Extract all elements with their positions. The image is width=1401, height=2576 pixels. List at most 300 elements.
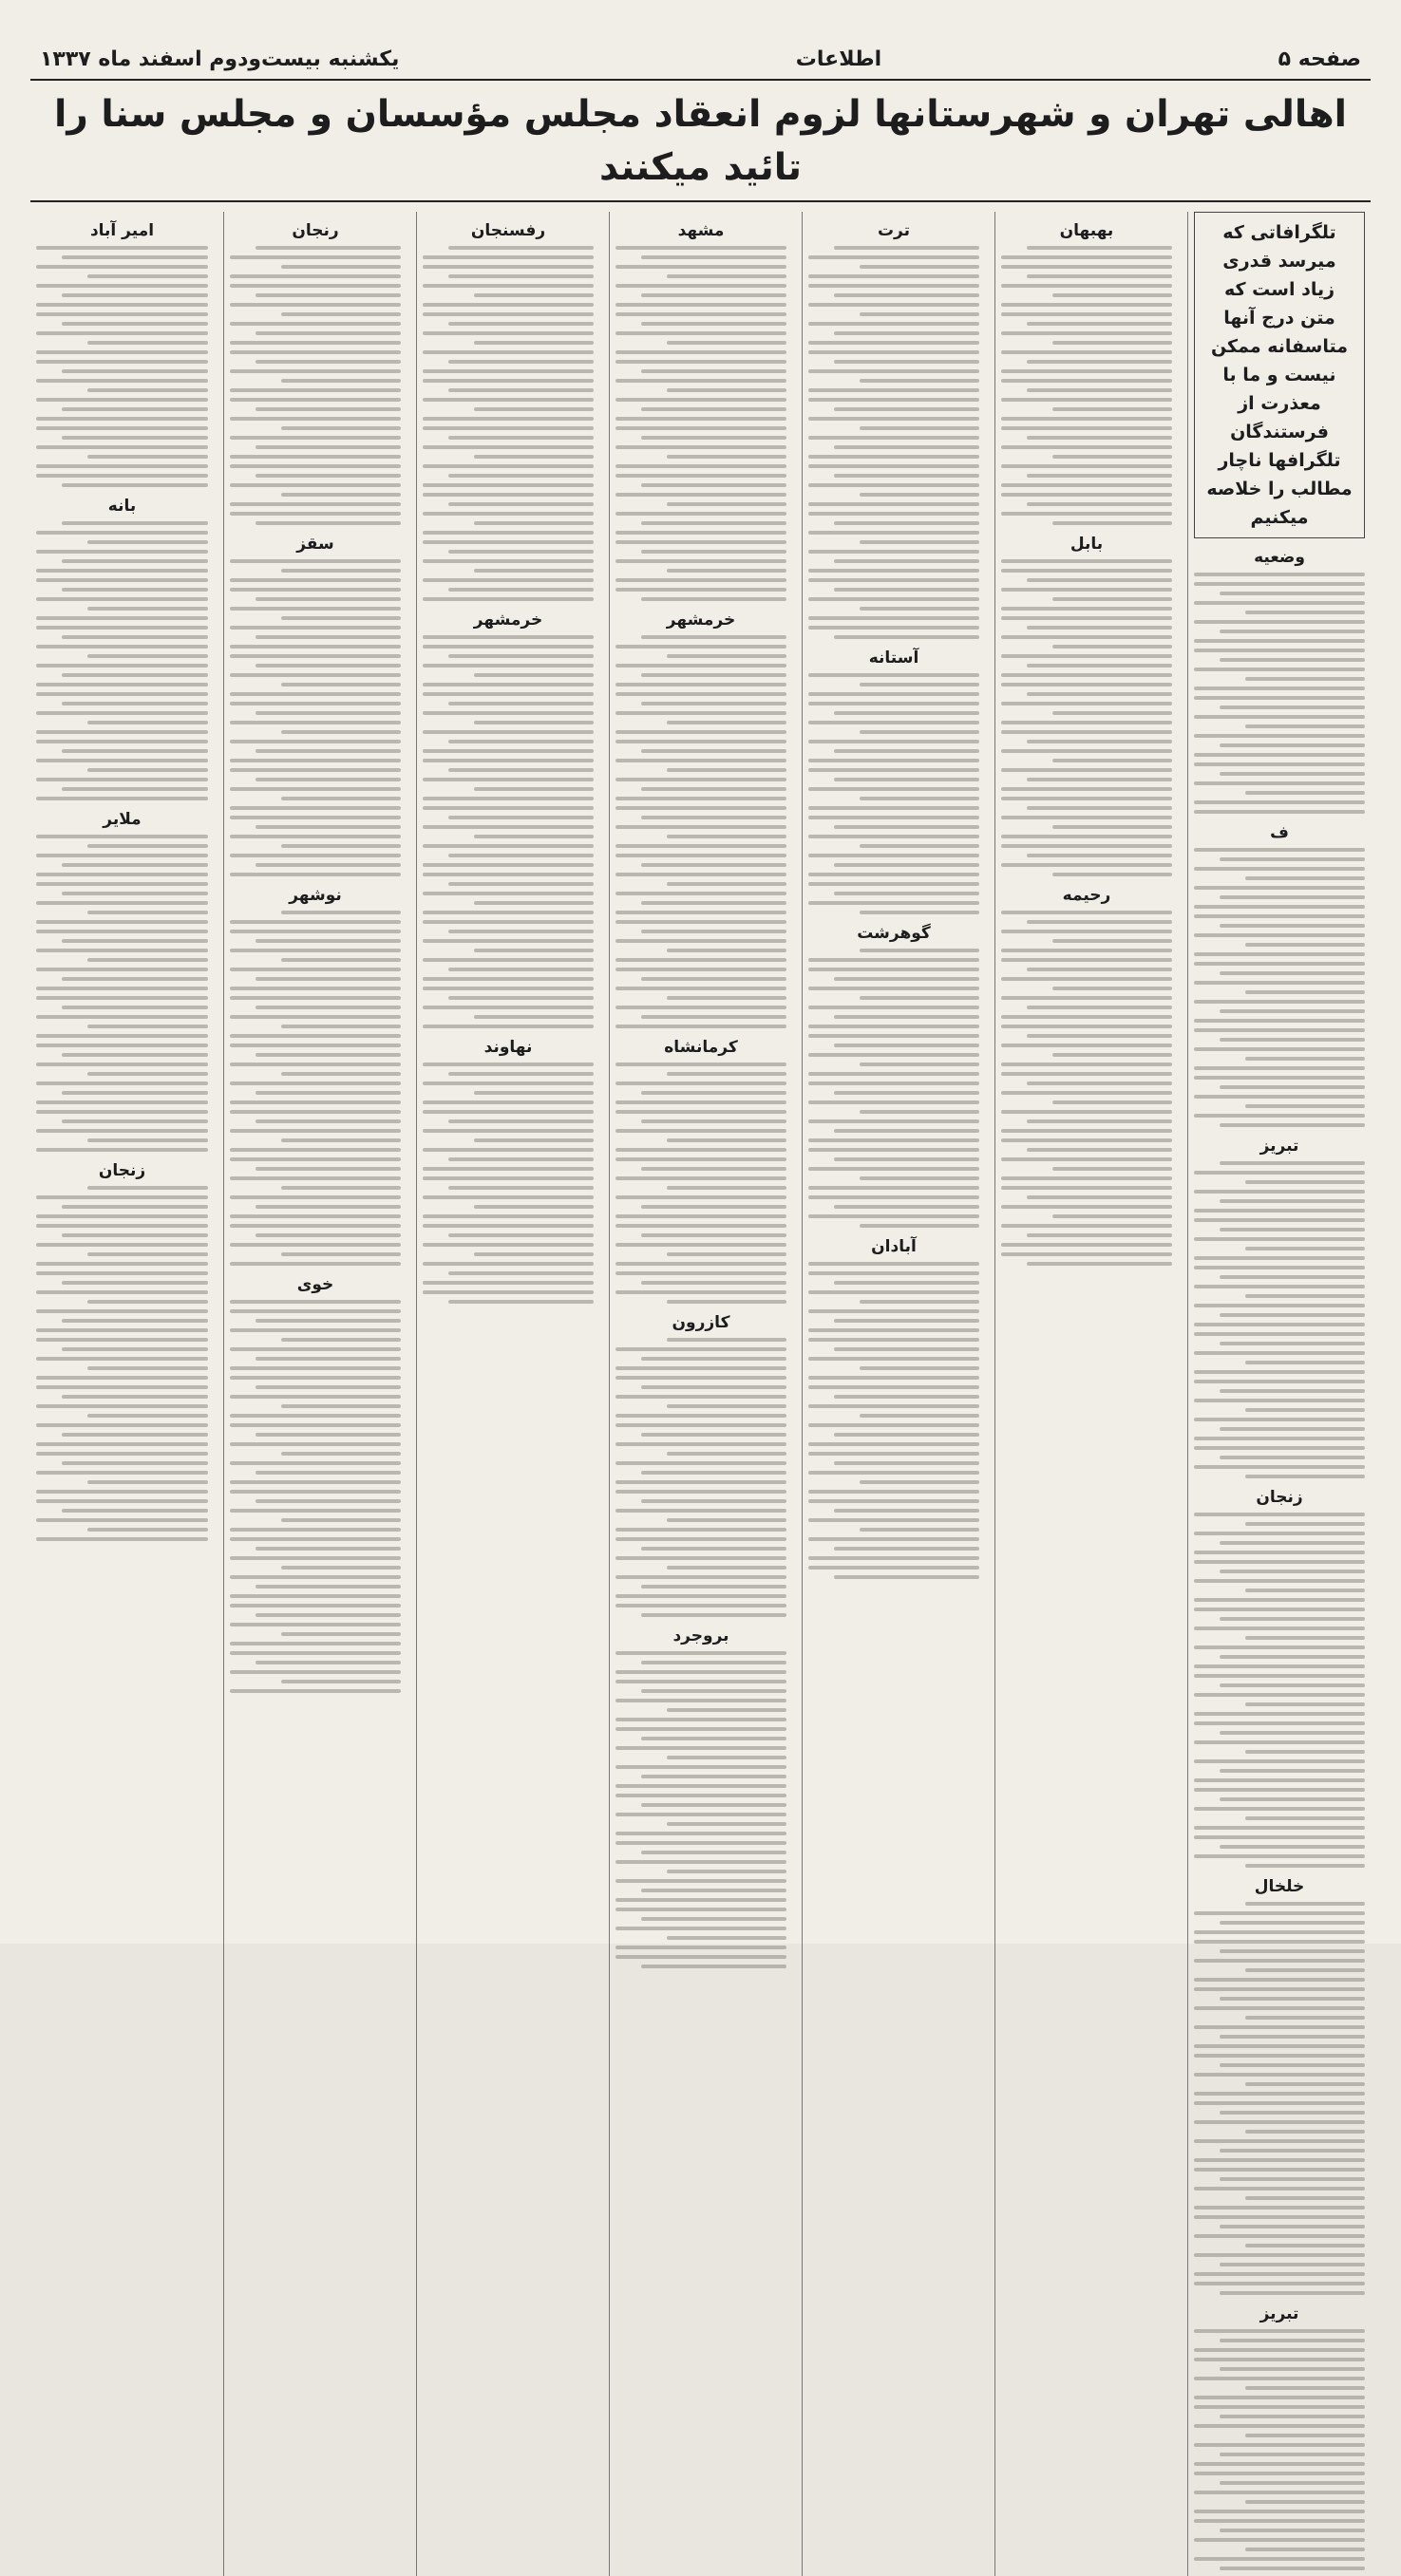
text-line-placeholder xyxy=(256,825,401,829)
text-line-placeholder xyxy=(36,692,208,696)
text-line-placeholder xyxy=(615,426,786,430)
text-line-placeholder xyxy=(1220,2111,1365,2115)
text-line-placeholder xyxy=(448,388,594,392)
text-line-placeholder xyxy=(615,797,786,800)
text-line-placeholder xyxy=(230,920,401,924)
text-line-placeholder xyxy=(448,1157,594,1161)
text-line-placeholder xyxy=(281,1632,401,1636)
text-line-placeholder xyxy=(36,683,208,686)
text-line-placeholder xyxy=(36,1100,208,1104)
text-line-placeholder xyxy=(1194,867,1365,871)
text-line-placeholder xyxy=(423,540,594,544)
text-line-placeholder xyxy=(36,1062,208,1066)
text-line-placeholder xyxy=(860,1300,979,1304)
text-line-placeholder xyxy=(87,274,208,278)
column-2-heading: بهبهان xyxy=(1059,221,1114,240)
text-line-placeholder xyxy=(667,1300,786,1304)
text-line-placeholder xyxy=(36,1044,208,1047)
text-line-placeholder xyxy=(1220,1228,1365,1232)
text-line-placeholder xyxy=(62,293,208,297)
text-line-placeholder xyxy=(1245,2016,1365,2020)
text-line-placeholder xyxy=(36,597,208,601)
text-line-placeholder xyxy=(1001,749,1172,753)
text-line-placeholder xyxy=(1052,341,1172,345)
text-line-placeholder xyxy=(230,1015,401,1019)
text-line-placeholder xyxy=(808,882,979,886)
text-line-placeholder xyxy=(1052,407,1172,411)
text-line-placeholder xyxy=(641,1471,786,1475)
text-line-placeholder xyxy=(87,958,208,962)
text-line-placeholder xyxy=(615,350,786,354)
text-line-placeholder xyxy=(230,255,401,259)
text-line-placeholder xyxy=(448,246,594,250)
text-line-placeholder xyxy=(448,1271,594,1275)
text-line-placeholder xyxy=(1194,1987,1365,1991)
text-line-placeholder xyxy=(423,1176,594,1180)
text-line-placeholder xyxy=(1220,2177,1365,2181)
text-line-placeholder xyxy=(281,1025,401,1028)
text-line-placeholder xyxy=(615,559,786,563)
text-line-placeholder xyxy=(1194,620,1365,624)
text-line-placeholder xyxy=(36,426,208,430)
text-line-placeholder xyxy=(87,1138,208,1142)
text-line-placeholder xyxy=(1194,2092,1365,2096)
page-header xyxy=(30,47,1371,81)
text-line-placeholder xyxy=(1001,512,1172,516)
text-line-placeholder xyxy=(1220,1570,1365,1573)
text-line-placeholder xyxy=(808,341,979,345)
text-line-placeholder xyxy=(1245,943,1365,947)
text-line-placeholder xyxy=(474,1091,594,1095)
column-4-heading: خرمشهر xyxy=(666,611,736,630)
text-line-placeholder xyxy=(1052,825,1172,829)
text-line-placeholder xyxy=(1245,611,1365,614)
text-line-placeholder xyxy=(1001,673,1172,677)
text-line-placeholder xyxy=(230,1594,401,1598)
text-line-placeholder xyxy=(615,284,786,288)
text-line-placeholder xyxy=(448,930,594,933)
text-line-placeholder xyxy=(808,1186,979,1190)
text-line-placeholder xyxy=(667,455,786,459)
text-line-placeholder xyxy=(87,654,208,658)
text-line-placeholder xyxy=(1001,949,1172,952)
text-line-placeholder xyxy=(808,1148,979,1152)
text-line-placeholder xyxy=(808,1053,979,1057)
text-line-placeholder xyxy=(1194,1854,1365,1858)
text-line-placeholder xyxy=(1194,2025,1365,2029)
text-line-placeholder xyxy=(1220,743,1365,747)
column-7-heading: ملایر xyxy=(103,810,142,829)
text-line-placeholder xyxy=(615,1290,786,1294)
text-line-placeholder xyxy=(808,1423,979,1427)
text-line-placeholder xyxy=(423,1167,594,1171)
text-line-placeholder xyxy=(62,588,208,592)
text-line-placeholder xyxy=(474,901,594,905)
column-6-text-lines xyxy=(230,559,401,876)
text-line-placeholder xyxy=(1001,654,1172,658)
text-line-placeholder xyxy=(641,1091,786,1095)
text-line-placeholder xyxy=(860,683,979,686)
text-line-placeholder xyxy=(230,1176,401,1180)
text-line-placeholder xyxy=(448,322,594,326)
text-line-placeholder xyxy=(615,1376,786,1380)
text-line-placeholder xyxy=(667,1822,786,1826)
text-line-placeholder xyxy=(1220,857,1365,861)
text-line-placeholder xyxy=(423,464,594,468)
text-line-placeholder xyxy=(230,1100,401,1104)
text-line-placeholder xyxy=(1194,2187,1365,2191)
text-line-placeholder xyxy=(860,949,979,952)
column-6-text-lines xyxy=(230,246,401,525)
text-line-placeholder xyxy=(615,1879,786,1883)
text-line-placeholder xyxy=(36,645,208,649)
text-line-placeholder xyxy=(1194,1740,1365,1744)
text-line-placeholder xyxy=(281,683,401,686)
text-line-placeholder xyxy=(36,417,208,421)
text-line-placeholder xyxy=(423,369,594,373)
text-line-placeholder xyxy=(1001,1044,1172,1047)
text-line-placeholder xyxy=(423,445,594,449)
text-line-placeholder xyxy=(230,1309,401,1313)
text-line-placeholder xyxy=(36,1490,208,1494)
column-6 xyxy=(223,212,407,2576)
text-line-placeholder xyxy=(1220,705,1365,709)
text-line-placeholder xyxy=(423,692,594,696)
text-line-placeholder xyxy=(1220,971,1365,975)
text-line-placeholder xyxy=(281,797,401,800)
text-line-placeholder xyxy=(230,303,401,307)
text-line-placeholder xyxy=(808,274,979,278)
text-line-placeholder xyxy=(1001,350,1172,354)
text-line-placeholder xyxy=(230,645,401,649)
text-line-placeholder xyxy=(423,483,594,487)
text-line-placeholder xyxy=(808,1006,979,1009)
text-line-placeholder xyxy=(1194,601,1365,605)
text-line-placeholder xyxy=(1220,772,1365,776)
text-line-placeholder xyxy=(256,407,401,411)
text-line-placeholder xyxy=(87,1252,208,1256)
text-line-placeholder xyxy=(1220,2567,1365,2570)
text-line-placeholder xyxy=(808,1442,979,1446)
text-line-placeholder xyxy=(808,1025,979,1028)
text-line-placeholder xyxy=(615,1062,786,1066)
text-line-placeholder xyxy=(1194,2510,1365,2513)
text-line-placeholder xyxy=(448,968,594,971)
text-line-placeholder xyxy=(834,445,979,449)
text-line-placeholder xyxy=(615,692,786,696)
text-line-placeholder xyxy=(256,939,401,943)
text-line-placeholder xyxy=(423,312,594,316)
text-line-placeholder xyxy=(36,778,208,781)
text-line-placeholder xyxy=(834,1157,979,1161)
text-line-placeholder xyxy=(1001,331,1172,335)
text-line-placeholder xyxy=(423,1262,594,1266)
text-line-placeholder xyxy=(448,654,594,658)
text-line-placeholder xyxy=(615,778,786,781)
text-line-placeholder xyxy=(230,1528,401,1532)
text-line-placeholder xyxy=(808,702,979,705)
text-line-placeholder xyxy=(1001,835,1172,838)
text-line-placeholder xyxy=(1052,711,1172,715)
text-line-placeholder xyxy=(808,1034,979,1038)
text-line-placeholder xyxy=(1220,1541,1365,1545)
text-line-placeholder xyxy=(615,1395,786,1399)
text-line-placeholder xyxy=(230,768,401,772)
text-line-placeholder xyxy=(36,464,208,468)
text-line-placeholder xyxy=(1220,1731,1365,1735)
column-1-heading: وضعیه xyxy=(1254,548,1305,567)
text-line-placeholder xyxy=(1194,1095,1365,1099)
text-line-placeholder xyxy=(62,1205,208,1209)
text-line-placeholder xyxy=(62,1433,208,1437)
text-line-placeholder xyxy=(1027,1034,1172,1038)
text-line-placeholder xyxy=(230,1148,401,1152)
text-line-placeholder xyxy=(256,1661,401,1664)
text-line-placeholder xyxy=(641,1233,786,1237)
text-line-placeholder xyxy=(230,854,401,857)
text-line-placeholder xyxy=(1001,977,1172,981)
text-line-placeholder xyxy=(36,379,208,383)
text-line-placeholder xyxy=(1194,2139,1365,2143)
text-line-placeholder xyxy=(1194,981,1365,985)
column-3-heading: گوهرشت xyxy=(857,924,931,943)
text-line-placeholder xyxy=(615,1927,786,1930)
text-line-placeholder xyxy=(1001,255,1172,259)
text-line-placeholder xyxy=(62,1461,208,1465)
text-line-placeholder xyxy=(641,293,786,297)
text-line-placeholder xyxy=(423,531,594,535)
text-line-placeholder xyxy=(1052,293,1172,297)
text-line-placeholder xyxy=(615,445,786,449)
text-line-placeholder xyxy=(641,673,786,677)
text-line-placeholder xyxy=(36,550,208,554)
text-line-placeholder xyxy=(615,1727,786,1731)
text-line-placeholder xyxy=(36,730,208,734)
text-line-placeholder xyxy=(256,474,401,478)
text-line-placeholder xyxy=(808,1100,979,1104)
text-line-placeholder xyxy=(230,873,401,876)
text-line-placeholder xyxy=(474,1138,594,1142)
text-line-placeholder xyxy=(87,1528,208,1532)
text-line-placeholder xyxy=(667,1338,786,1342)
text-line-placeholder xyxy=(808,806,979,810)
text-line-placeholder xyxy=(641,1775,786,1778)
text-line-placeholder xyxy=(1027,1006,1172,1009)
text-line-placeholder xyxy=(423,1148,594,1152)
text-line-placeholder xyxy=(1220,630,1365,633)
text-line-placeholder xyxy=(615,1262,786,1266)
text-line-placeholder xyxy=(860,797,979,800)
text-line-placeholder xyxy=(87,911,208,914)
text-line-placeholder xyxy=(615,331,786,335)
text-line-placeholder xyxy=(1001,1243,1172,1247)
text-line-placeholder xyxy=(230,1556,401,1560)
column-1-heading: زنجان xyxy=(1256,1488,1303,1507)
text-line-placeholder xyxy=(36,882,208,886)
text-line-placeholder xyxy=(230,787,401,791)
text-line-placeholder xyxy=(1220,1655,1365,1659)
text-line-placeholder xyxy=(230,1224,401,1228)
text-line-placeholder xyxy=(641,1737,786,1740)
text-line-placeholder xyxy=(615,1366,786,1370)
text-line-placeholder xyxy=(1001,635,1172,639)
text-line-placeholder xyxy=(615,1423,786,1427)
text-line-placeholder xyxy=(615,1195,786,1199)
text-line-placeholder xyxy=(641,1851,786,1854)
text-line-placeholder xyxy=(808,1556,979,1560)
text-line-placeholder xyxy=(615,1898,786,1902)
text-line-placeholder xyxy=(423,797,594,800)
text-line-placeholder xyxy=(1001,1138,1172,1142)
text-line-placeholder xyxy=(1027,920,1172,924)
text-line-placeholder xyxy=(615,1006,786,1009)
text-line-placeholder xyxy=(62,1347,208,1351)
text-line-placeholder xyxy=(615,1651,786,1655)
text-line-placeholder xyxy=(615,578,786,582)
text-line-placeholder xyxy=(423,1062,594,1066)
text-line-placeholder xyxy=(1194,2206,1365,2209)
text-line-placeholder xyxy=(1245,724,1365,728)
text-line-placeholder xyxy=(87,768,208,772)
text-line-placeholder xyxy=(615,1461,786,1465)
text-line-placeholder xyxy=(615,1157,786,1161)
text-line-placeholder xyxy=(448,474,594,478)
text-line-placeholder xyxy=(1194,1304,1365,1307)
text-line-placeholder xyxy=(1194,734,1365,738)
text-line-placeholder xyxy=(641,816,786,819)
text-line-placeholder xyxy=(641,1889,786,1892)
text-line-placeholder xyxy=(62,1233,208,1237)
text-line-placeholder xyxy=(36,968,208,971)
text-line-placeholder xyxy=(808,303,979,307)
text-line-placeholder xyxy=(615,1680,786,1683)
text-line-placeholder xyxy=(1001,958,1172,962)
column-5-heading: نهاوند xyxy=(483,1038,533,1057)
text-line-placeholder xyxy=(1194,1019,1365,1023)
text-line-placeholder xyxy=(834,588,979,592)
text-line-placeholder xyxy=(1001,464,1172,468)
text-line-placeholder xyxy=(36,873,208,876)
text-line-placeholder xyxy=(615,588,786,592)
issue-date: یکشنبه بیست‌ودوم اسفند ماه ۱۳۳۷ xyxy=(40,47,400,71)
text-line-placeholder xyxy=(1001,616,1172,620)
text-line-placeholder xyxy=(256,1053,401,1057)
text-line-placeholder xyxy=(423,1129,594,1133)
text-line-placeholder xyxy=(615,540,786,544)
text-line-placeholder xyxy=(230,274,401,278)
text-line-placeholder xyxy=(1194,1218,1365,1222)
text-line-placeholder xyxy=(1245,2082,1365,2086)
text-line-placeholder xyxy=(860,1176,979,1180)
text-line-placeholder xyxy=(36,1271,208,1275)
text-line-placeholder xyxy=(36,284,208,288)
text-line-placeholder xyxy=(448,550,594,554)
text-line-placeholder xyxy=(1001,1025,1172,1028)
text-line-placeholder xyxy=(808,1262,979,1266)
text-line-placeholder xyxy=(1194,2158,1365,2162)
text-line-placeholder xyxy=(1027,502,1172,506)
text-line-placeholder xyxy=(1245,1636,1365,1640)
text-line-placeholder xyxy=(1220,2225,1365,2228)
text-line-placeholder xyxy=(1027,388,1172,392)
text-line-placeholder xyxy=(667,274,786,278)
text-line-placeholder xyxy=(641,1803,786,1807)
text-line-placeholder xyxy=(230,1642,401,1645)
text-line-placeholder xyxy=(1245,1247,1365,1250)
text-line-placeholder xyxy=(230,1347,401,1351)
text-line-placeholder xyxy=(1027,626,1172,630)
text-line-placeholder xyxy=(615,730,786,734)
text-line-placeholder xyxy=(808,1499,979,1503)
text-line-placeholder xyxy=(62,407,208,411)
text-line-placeholder xyxy=(1194,1759,1365,1763)
text-line-placeholder xyxy=(1220,1342,1365,1345)
text-line-placeholder xyxy=(808,958,979,962)
text-line-placeholder xyxy=(615,873,786,876)
text-line-placeholder xyxy=(230,968,401,971)
text-line-placeholder xyxy=(36,1442,208,1446)
text-line-placeholder xyxy=(1220,1456,1365,1459)
column-7 xyxy=(30,212,214,2576)
text-line-placeholder xyxy=(1001,426,1172,430)
text-line-placeholder xyxy=(860,379,979,383)
text-line-placeholder xyxy=(808,740,979,743)
text-line-placeholder xyxy=(1194,1076,1365,1080)
text-line-placeholder xyxy=(834,559,979,563)
text-line-placeholder xyxy=(615,1537,786,1541)
text-line-placeholder xyxy=(1220,1389,1365,1393)
text-line-placeholder xyxy=(474,673,594,677)
text-line-placeholder xyxy=(230,1262,401,1266)
text-line-placeholder xyxy=(36,1537,208,1541)
text-line-placeholder xyxy=(423,1081,594,1085)
text-line-placeholder xyxy=(36,1110,208,1114)
column-4 xyxy=(609,212,792,2576)
text-line-placeholder xyxy=(36,578,208,582)
text-line-placeholder xyxy=(860,996,979,1000)
text-line-placeholder xyxy=(1001,1129,1172,1133)
text-line-placeholder xyxy=(1194,1171,1365,1175)
text-line-placeholder xyxy=(1194,2282,1365,2285)
text-line-placeholder xyxy=(1194,1209,1365,1213)
text-line-placeholder xyxy=(230,1480,401,1484)
text-line-placeholder xyxy=(1001,559,1172,563)
text-line-placeholder xyxy=(1245,677,1365,681)
text-line-placeholder xyxy=(860,1480,979,1484)
text-line-placeholder xyxy=(423,683,594,686)
text-line-placeholder xyxy=(808,1271,979,1275)
text-line-placeholder xyxy=(834,1395,979,1399)
text-line-placeholder xyxy=(1001,1157,1172,1161)
text-line-placeholder xyxy=(1220,1199,1365,1203)
text-line-placeholder xyxy=(230,350,401,354)
text-line-placeholder xyxy=(808,455,979,459)
text-line-placeholder xyxy=(834,778,979,781)
text-line-placeholder xyxy=(230,1423,401,1427)
text-line-placeholder xyxy=(615,1129,786,1133)
text-line-placeholder xyxy=(1194,649,1365,652)
text-line-placeholder xyxy=(1194,2462,1365,2466)
text-line-placeholder xyxy=(1001,1252,1172,1256)
text-line-placeholder xyxy=(36,740,208,743)
text-line-placeholder xyxy=(808,1072,979,1076)
text-line-placeholder xyxy=(1220,1275,1365,1279)
text-line-placeholder xyxy=(423,265,594,269)
text-line-placeholder xyxy=(1220,2035,1365,2039)
text-line-placeholder xyxy=(256,246,401,250)
text-line-placeholder xyxy=(230,1414,401,1418)
text-line-placeholder xyxy=(641,1281,786,1285)
